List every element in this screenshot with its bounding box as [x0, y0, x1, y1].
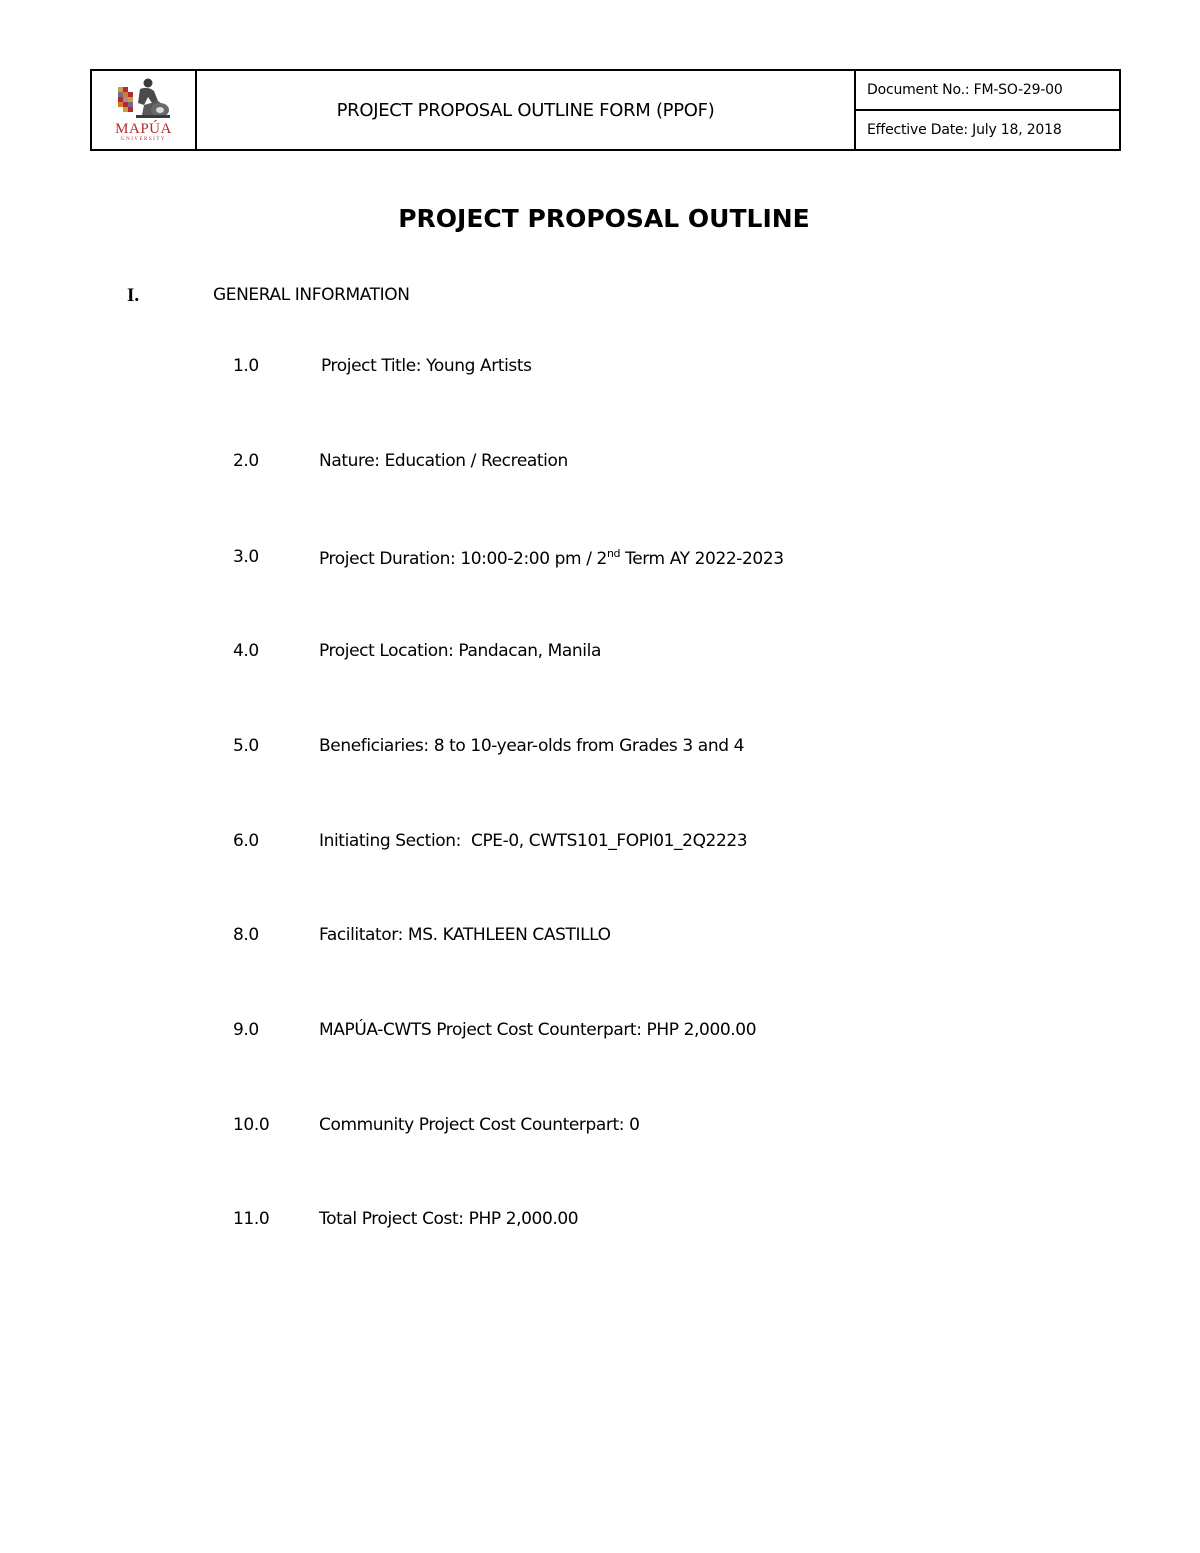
item-number: 10.0 [233, 1115, 270, 1135]
item-text: MAPÚA-CWTS Project Cost Counterpart: PHP 2,000.00 [319, 1020, 757, 1040]
item-text: Beneficiaries: 8 to 10-year-olds from Grades 3 and 4 [319, 736, 745, 756]
list-item [0, 925, 1200, 953]
list-item [0, 736, 1200, 764]
logo-subtext: UNIVERSITY [121, 137, 166, 142]
item-text: Community Project Cost Counterpart: 0 [319, 1115, 640, 1135]
list-item [0, 547, 1200, 575]
item-number: 6.0 [233, 831, 259, 851]
document-number: Document No.: FM-SO-29-00 [867, 82, 1063, 98]
item-number: 3.0 [233, 547, 259, 567]
item-number: 11.0 [233, 1209, 270, 1229]
item-number: 2.0 [233, 451, 259, 471]
effective-date: Effective Date: July 18, 2018 [856, 109, 1119, 149]
item-number: 8.0 [233, 925, 259, 945]
item-text: Facilitator: MS. KATHLEEN CASTILLO [319, 925, 611, 945]
item-text: Total Project Cost: PHP 2,000.00 [319, 1209, 579, 1229]
list-item [0, 1209, 1200, 1237]
section-title: GENERAL INFORMATION [213, 285, 410, 305]
list-item [0, 451, 1200, 479]
section-number: I. [127, 285, 140, 306]
item-text [319, 547, 784, 569]
page-title: PROJECT PROPOSAL OUTLINE [398, 204, 810, 233]
document-meta [856, 71, 1119, 149]
item-text: Project Title: Young Artists [321, 356, 532, 376]
item-number: 9.0 [233, 1020, 259, 1040]
list-item [0, 831, 1200, 859]
list-item [0, 641, 1200, 669]
item-text: Nature: Education / Recreation [319, 451, 568, 471]
item-number: 1.0 [233, 356, 259, 376]
item-text: Initiating Section: CPE-0, CWTS101_FOPI01_2Q2223 [319, 831, 748, 851]
item-number: 4.0 [233, 641, 259, 661]
list-item [0, 1020, 1200, 1048]
form-title: PROJECT PROPOSAL OUTLINE FORM (PPOF) [197, 71, 856, 149]
logo-cell [92, 71, 197, 149]
section-heading [0, 285, 1200, 311]
list-item [0, 1115, 1200, 1143]
list-item [0, 356, 1200, 384]
ordinal-suffix: nd [606, 547, 621, 560]
item-text-part: Project Duration: 10:00-2:00 pm / 2 [319, 549, 607, 569]
form-header-table [90, 69, 1121, 151]
item-text-part: Term AY 2022-2023 [620, 549, 784, 569]
mapua-logo-icon [112, 77, 176, 121]
item-text: Project Location: Pandacan, Manila [319, 641, 601, 661]
item-number: 5.0 [233, 736, 259, 756]
logo-wordmark: MAPÚA [115, 121, 172, 137]
